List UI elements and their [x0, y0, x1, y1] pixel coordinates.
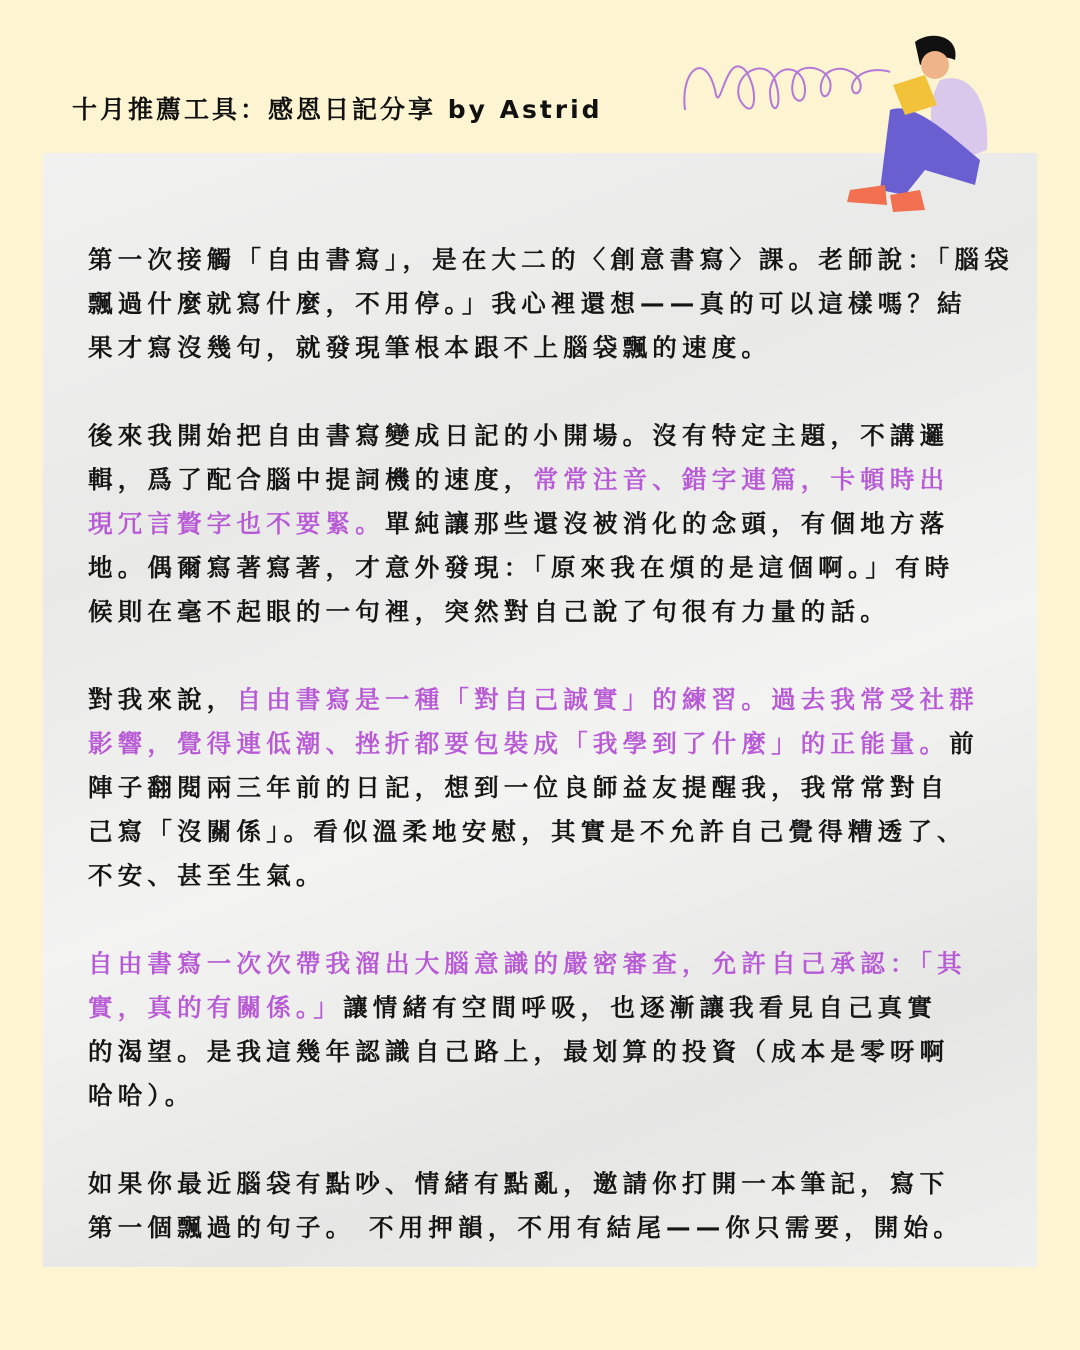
text-line — [88, 942, 1008, 986]
paragraph — [88, 1162, 1008, 1250]
highlighted-text: 自由書寫是一種「對自己誠實」的練習。過去我常受社群 — [236, 685, 979, 714]
text-line — [88, 766, 1008, 810]
body-text: 第一個飄過的句子。 不用押韻，不用有結尾——你只需要，開始。 — [88, 1213, 964, 1242]
text-line — [88, 722, 1008, 766]
highlighted-text: 常常注音、錯字連篇，卡頓時出 — [533, 465, 950, 494]
text-line — [88, 326, 1008, 370]
body-text: 不安、甚至生氣。 — [88, 861, 326, 890]
writing-person-illustration — [675, 30, 1005, 220]
text-line — [88, 1162, 1008, 1206]
body-text: 己寫「沒關係」。看似溫柔地安慰，其實是不允許自己覺得糟透了、 — [88, 817, 967, 846]
text-line — [88, 810, 1008, 854]
paragraph — [88, 942, 1008, 1118]
body-text: 前 — [949, 729, 979, 758]
highlighted-text: 影響，覺得連低潮、挫折都要包裝成「我學到了什麼」的正能量。 — [88, 729, 950, 758]
shoe-left — [847, 185, 887, 205]
text-line — [88, 678, 1008, 722]
text-line — [88, 590, 1008, 634]
text-line — [88, 458, 1008, 502]
text-line — [88, 282, 1008, 326]
text-line — [88, 986, 1008, 1030]
text-line — [88, 238, 1014, 282]
scribble-doodle — [684, 66, 890, 110]
paragraph — [88, 678, 1008, 898]
body-text: 地。偶爾寫著寫著，才意外發現：「原來我在煩的是這個啊。」有時 — [88, 553, 955, 582]
text-line — [88, 1030, 1008, 1074]
article-body — [88, 238, 1014, 1294]
body-text: 的渴望。是我這幾年認識自己路上，最划算的投資（成本是零呀啊 — [88, 1037, 950, 1066]
body-text: 如果你最近腦袋有點吵、情緒有點亂，邀請你打開一本筆記，寫下 — [88, 1169, 950, 1198]
body-text: 後來我開始把自由書寫變成日記的小開場。沒有特定主題，不講邏 — [88, 421, 950, 450]
body-text: 輯，爲了配合腦中提詞機的速度， — [88, 465, 534, 494]
body-text: 候則在毫不起眼的一句裡，突然對自己說了句很有力量的話。 — [88, 597, 890, 626]
highlighted-text: 現冗言贅字也不要緊。 — [88, 509, 385, 538]
paragraph — [88, 238, 1014, 370]
body-text: 讓情緒有空間呼吸，也逐漸讓我看見自己真實 — [343, 993, 938, 1022]
body-text: 對我來說， — [88, 685, 237, 714]
body-text: 單純讓那些還沒被消化的念頭，有個地方落 — [385, 509, 950, 538]
highlighted-text: 自由書寫一次次帶我溜出大腦意識的嚴密審查，允許自己承認：「其 — [88, 949, 967, 978]
text-line — [88, 854, 1008, 898]
body-text: 哈哈）。 — [88, 1081, 195, 1110]
text-line — [88, 502, 1008, 546]
text-line — [88, 1206, 1008, 1250]
text-line — [88, 546, 1008, 590]
paragraph — [88, 414, 1008, 634]
body-text: 陣子翻閱兩三年前的日記，想到一位良師益友提醒我，我常常對自 — [88, 773, 950, 802]
body-text: 飄過什麼就寫什麼，不用停。」我心裡還想——真的可以這樣嗎？結 — [88, 289, 967, 318]
shoe-right — [890, 190, 925, 212]
body-text: 果才寫沒幾句，就發現筆根本跟不上腦袋飄的速度。 — [88, 333, 772, 362]
highlighted-text: 實，真的有關係。」 — [88, 993, 344, 1022]
page-title: 十月推薦工具：感恩日記分享 by Astrid — [72, 95, 603, 124]
body-text: 第一次接觸「自由書寫」，是在大二的〈創意書寫〉課。老師說：「腦袋 — [88, 245, 1014, 274]
text-line — [88, 1074, 1008, 1118]
text-line — [88, 414, 1008, 458]
